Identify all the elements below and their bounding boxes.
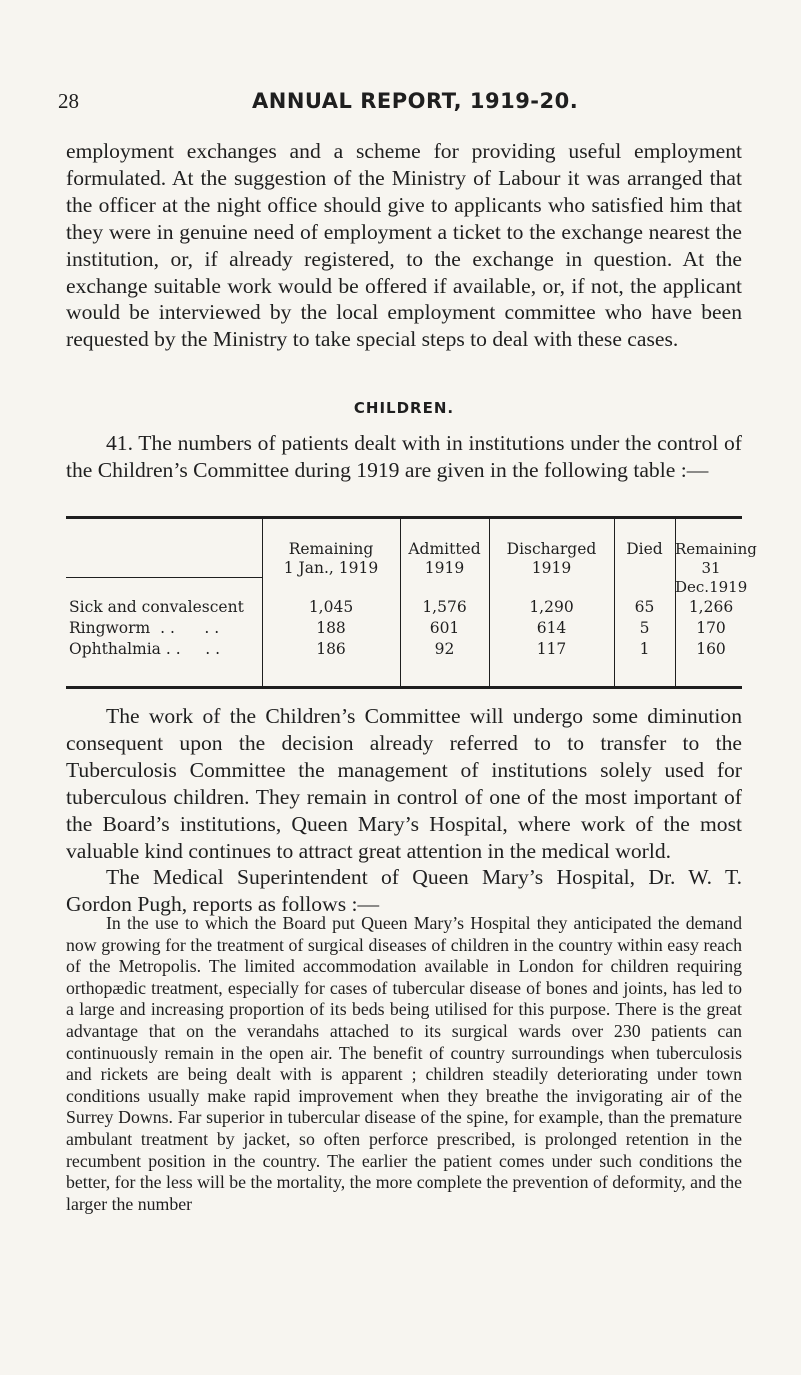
table-cell: 5 xyxy=(639,619,650,637)
paragraph-employment: employment exchanges and a scheme for providing useful employment formulated. At the suggestion of the Ministry of Labour it was arranged that the officer at the night office should give to applicants who satisfied him that they were in genuine need of employment a ticket to the exchange nearest the institution, or, if already registered, to the exchange in question. At the exchange suitable work would be offered if available, or, if not, the applicant would be interviewed by the local employment committee who have been requested by the Ministry to take special steps to deal with these cases. xyxy=(66,139,742,352)
table-header-remaining-dec: Remaining 31 Dec.1919 xyxy=(675,540,757,596)
section-text xyxy=(66,703,742,918)
paragraph-work: The work of the Children’s Committee will undergo some diminution consequent upon the decision already referred to to transfer to the Tuberculosis Committee the management of institutions solely used for tuberculous children. They remain in control of one of the most important of the Board’s institutions, Queen Mary’s Hospital, where work of the most valuable kind continues to attract great attention in the medical world. xyxy=(66,704,742,863)
running-head xyxy=(58,89,742,119)
table-row-label: Sick and convalescent xyxy=(69,598,244,616)
section-heading: CHILDREN. xyxy=(353,399,455,417)
quoted-report: In the use to which the Board put Queen Mary’s Hospital they anticipated the demand now growing for the treatment of surgical diseases of children in the country within easy reach of the Metropolis. The limited accommodation available in London for children requiring orthopædic treatment, especially for cases of tubercular disease of bones and joints, has led to a large and increasing proportion of its beds being utilised for this purpose. There is the great advantage that on the verandahs attached to its surgical wards over 230 patients can continuously remain in the open air. The benefit of country surroundings when tuberculosis and rickets are being dealt with is apparent ; children steadily deteriorating under town conditions usually make rapid improvement when they breathe the invigorating air of the Surrey Downs. Far superior in tubercular disease of the spine, for example, than the premature ambulant treatment by jacket, so often perforce prescribed, is prolonged retention in the recumbent position in the country. The earlier the patient comes under such conditions the better, for the less will be the mortality, the more complete the prevention of deformity, and the larger the number xyxy=(66,913,742,1214)
table-cell: 1,045 xyxy=(308,598,354,616)
page-number: 28 xyxy=(58,89,79,113)
table-cell: 1,290 xyxy=(529,598,574,616)
table-cell: 1,576 xyxy=(422,598,467,616)
table-bottom-rule xyxy=(66,686,742,689)
table-cell: 601 xyxy=(429,619,460,637)
table-cell: 1,266 xyxy=(688,598,734,616)
table-cell: 614 xyxy=(536,619,567,637)
running-title: ANNUAL REPORT, 1919-20. xyxy=(252,89,579,113)
paragraph-superintendent: The Medical Superintendent of Queen Mary’s Hospital, Dr. W. T. Gordon Pugh, reports as follows :— xyxy=(66,865,742,917)
table-cell: 170 xyxy=(696,619,726,637)
table-cell: 1 xyxy=(639,640,650,658)
table-row-label: Ringworm . . . . xyxy=(69,619,220,637)
table-header-remaining-jan: Remaining 1 Jan., 1919 xyxy=(283,540,379,577)
paragraph-41: 41. The numbers of patients dealt with in institutions under the control of the Children’s Committee during 1919 are given in the following table :— xyxy=(66,431,742,482)
table-stub-rule xyxy=(66,577,262,578)
patients-table xyxy=(66,516,757,690)
table-row-label: Ophthalmia . . . . xyxy=(69,640,221,658)
table-top-rule xyxy=(66,516,742,519)
table-header-admitted: Admitted 1919 xyxy=(408,540,481,577)
table-header-discharged: Discharged 1919 xyxy=(506,540,597,577)
table-cell: 92 xyxy=(434,640,455,658)
table-cell: 65 xyxy=(634,598,655,616)
table-cell: 188 xyxy=(316,619,346,637)
table-header-died: Died xyxy=(626,540,663,558)
table-cell: 186 xyxy=(316,640,346,658)
table-cell: 117 xyxy=(536,640,567,658)
table-cell: 160 xyxy=(696,640,726,658)
